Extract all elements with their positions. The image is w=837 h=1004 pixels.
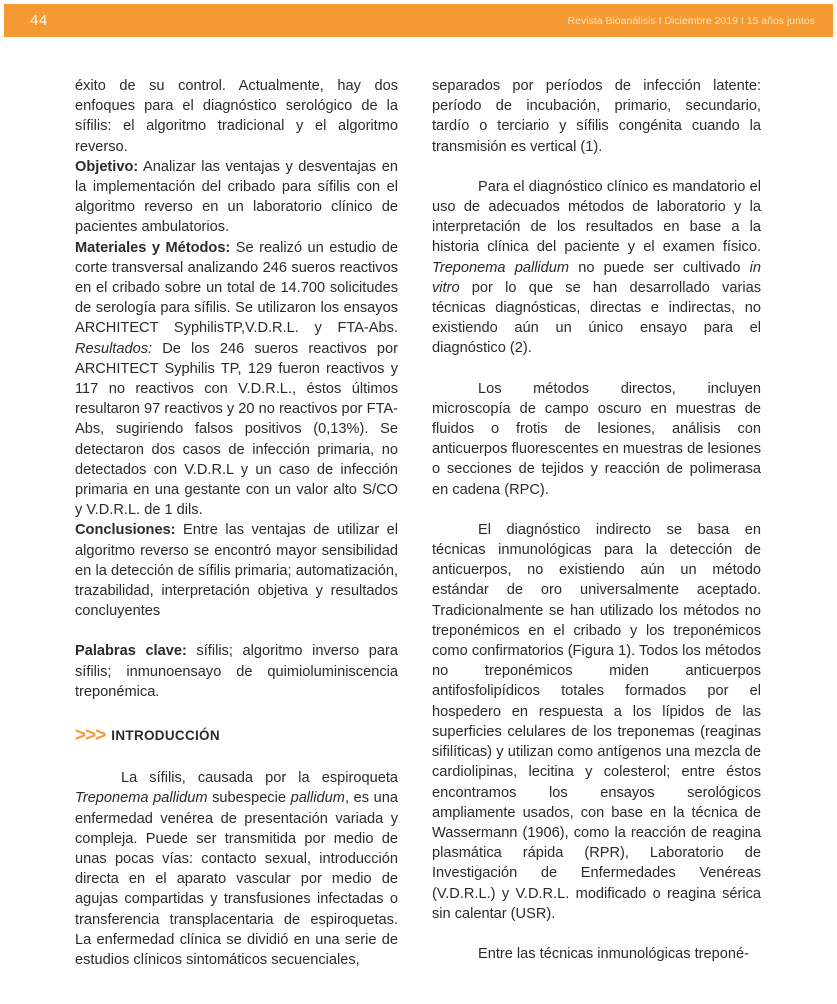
spacer [432,157,761,177]
species-name: Treponema pallidum [75,790,208,807]
diagnosis-text-c: por lo que se han desarrollado varias técnicas diagnósticas, directas e indirectas, no existiendo aún un único ensayo para el diagnóstico (2). [432,279,761,357]
objetivo-text: Analizar las ventajas y desventajas en la implementación del cribado para sífilis con el algoritmo reverso en un laboratorio clínico de pacientes ambulatorios. [75,158,398,236]
materiales-paragraph [75,238,398,521]
abstract-intro-paragraph: éxito de su control. Actualmente, hay dos enfoques para el diagnóstico serológico de la sífilis: el algoritmo tradicional y el algoritmo reverso. [75,78,398,155]
intro-paragraph [75,768,398,970]
subspecies-name: pallidum [290,790,345,807]
resultados-label: Resultados: [75,340,153,357]
spacer [75,748,398,768]
diagnosis-text-b: no puede ser cultivado [569,259,750,276]
triple-chevron-icon: >>> [75,724,106,746]
page-number: 44 [30,12,48,29]
objetivo-paragraph [75,157,398,238]
section-heading [75,724,398,748]
intro-text-a: La sífilis, causada por la espiroqueta [121,770,398,787]
conclusiones-paragraph [75,520,398,621]
section-title: INTRODUCCIÓN [111,727,220,743]
materiales-text: Se realizó un estudio de corte transversal analizando 246 sueros reactivos en el cribado sobre un total de 14.700 solicitudes de serología para sífilis. Se utilizaron los ensayos ARCHITECT SyphilisTP,V.D.R.L. y FTA-Abs. [75,239,398,337]
diagnosis-paragraph [432,177,761,359]
keywords-label: Palabras clave: [75,643,187,660]
spacer [432,359,761,379]
conclusiones-label: Conclusiones: [75,522,176,539]
materiales-label: Materiales y Métodos: [75,239,231,256]
direct-methods-paragraph: Los métodos directos, incluyen microscopía de campo oscuro en muestras de fluidos o frotis de lesiones, análisis con anticuerpos fluorescentes en muestras de lesiones o secciones de tejidos y reacción de polimerasa en cadena (RPC). [432,380,761,498]
running-title: Revista Bioanálisis I Diciembre 2019 I 15 años juntos [567,15,815,27]
keywords-paragraph [75,641,398,702]
conclusiones-text: Entre las ventajas de utilizar el algoritmo reverso se encontró mayor sensibilidad en la detección de sífilis primaria; automatización, trazabilidad, interpretación objetiva y resultados concluyentes [75,522,398,620]
species-name: Treponema pallidum [432,259,570,276]
indirect-diagnosis-paragraph: El diagnóstico indirecto se basa en técnicas inmunológicas para la detección de anticuerpos, no existiendo aún un método estándar de oro universalmente aceptado. Tradicionalmente se han utilizado los métodos no treponémicos en el cribado y los treponémicos como confirmatorios (Figura 1). Todos los métodos no treponémicos miden anticuerpos antifosfolipídicos totales formados por el hospedero en respuesta a los lípidos de las superficies celulares de los treponemas (reaginas sifilíticas) y utilizan como antígenos una mezcla de cardiolipinas, lecitina y colesterol; entre éstos encontramos los ensayos serológicos ampliamente usados, con base en la técnica de Wassermann (1906), como la reacción de reagina plasmática rápida (RPR), Laboratorio de Investigación de Enfermedades Venéreas (V.D.R.L.) y V.D.R.L. modificado o reagina sérica sin calentar (USR). [432,521,761,922]
spacer [75,621,398,641]
diagnosis-text-a: Para el diagnóstico clínico es mandatorio el uso de adecuados métodos de laboratorio y la interpretación de los resultados en base a la historia clínica del paciente y el examen físico. [432,178,761,256]
intro-text-b: subespecie [207,790,291,807]
spacer [432,924,761,944]
treponemal-techniques-paragraph: Entre las técnicas inmunológicas treponé- [478,945,749,962]
resultados-text: De los 246 sueros reactivos por ARCHITECT Syphilis TP, 129 fueron reactivos y 117 no reactivos con V.D.R.L., éstos últimos resultaron 97 reactivos y 20 no reactivos por FTA-Abs, sugiriendo falsos positivos (0,13%). Se detectaron dos casos de infección primaria, no detectados con V.D.R.L y un caso de infección primaria en una gestante con un valor alto S/CO y V.D.R.L. de 1 dils. [75,340,398,519]
left-column [75,76,398,970]
objetivo-label: Objetivo: [75,158,139,175]
intro-text-c: , es una enfermedad venérea de presentación variada y compleja. Puede ser transmitida por medio de unas pocas vías: contacto sexual, introducción directa en el aparato vascular por medio de agujas compartidas y transfusiones infectadas o transferencia transplacentaria de espiroquetas. La enfermedad clínica se dividió en una serie de estudios clínicos sintomáticos secuenciales, [75,790,398,968]
right-column [432,76,761,964]
in-vitro-term: in vitro [432,259,761,296]
stages-paragraph: separados por períodos de infección latente: período de incubación, primario, secundario, tardío o terciario y sífilis congénita cuando la transmisión es vertical (1). [432,78,761,155]
page-header-bar [4,4,833,37]
spacer [75,702,398,722]
spacer [432,500,761,520]
keywords-text: sífilis; algoritmo inverso para sífilis; inmunoensayo de quimioluminiscencia treponémica. [75,643,398,700]
